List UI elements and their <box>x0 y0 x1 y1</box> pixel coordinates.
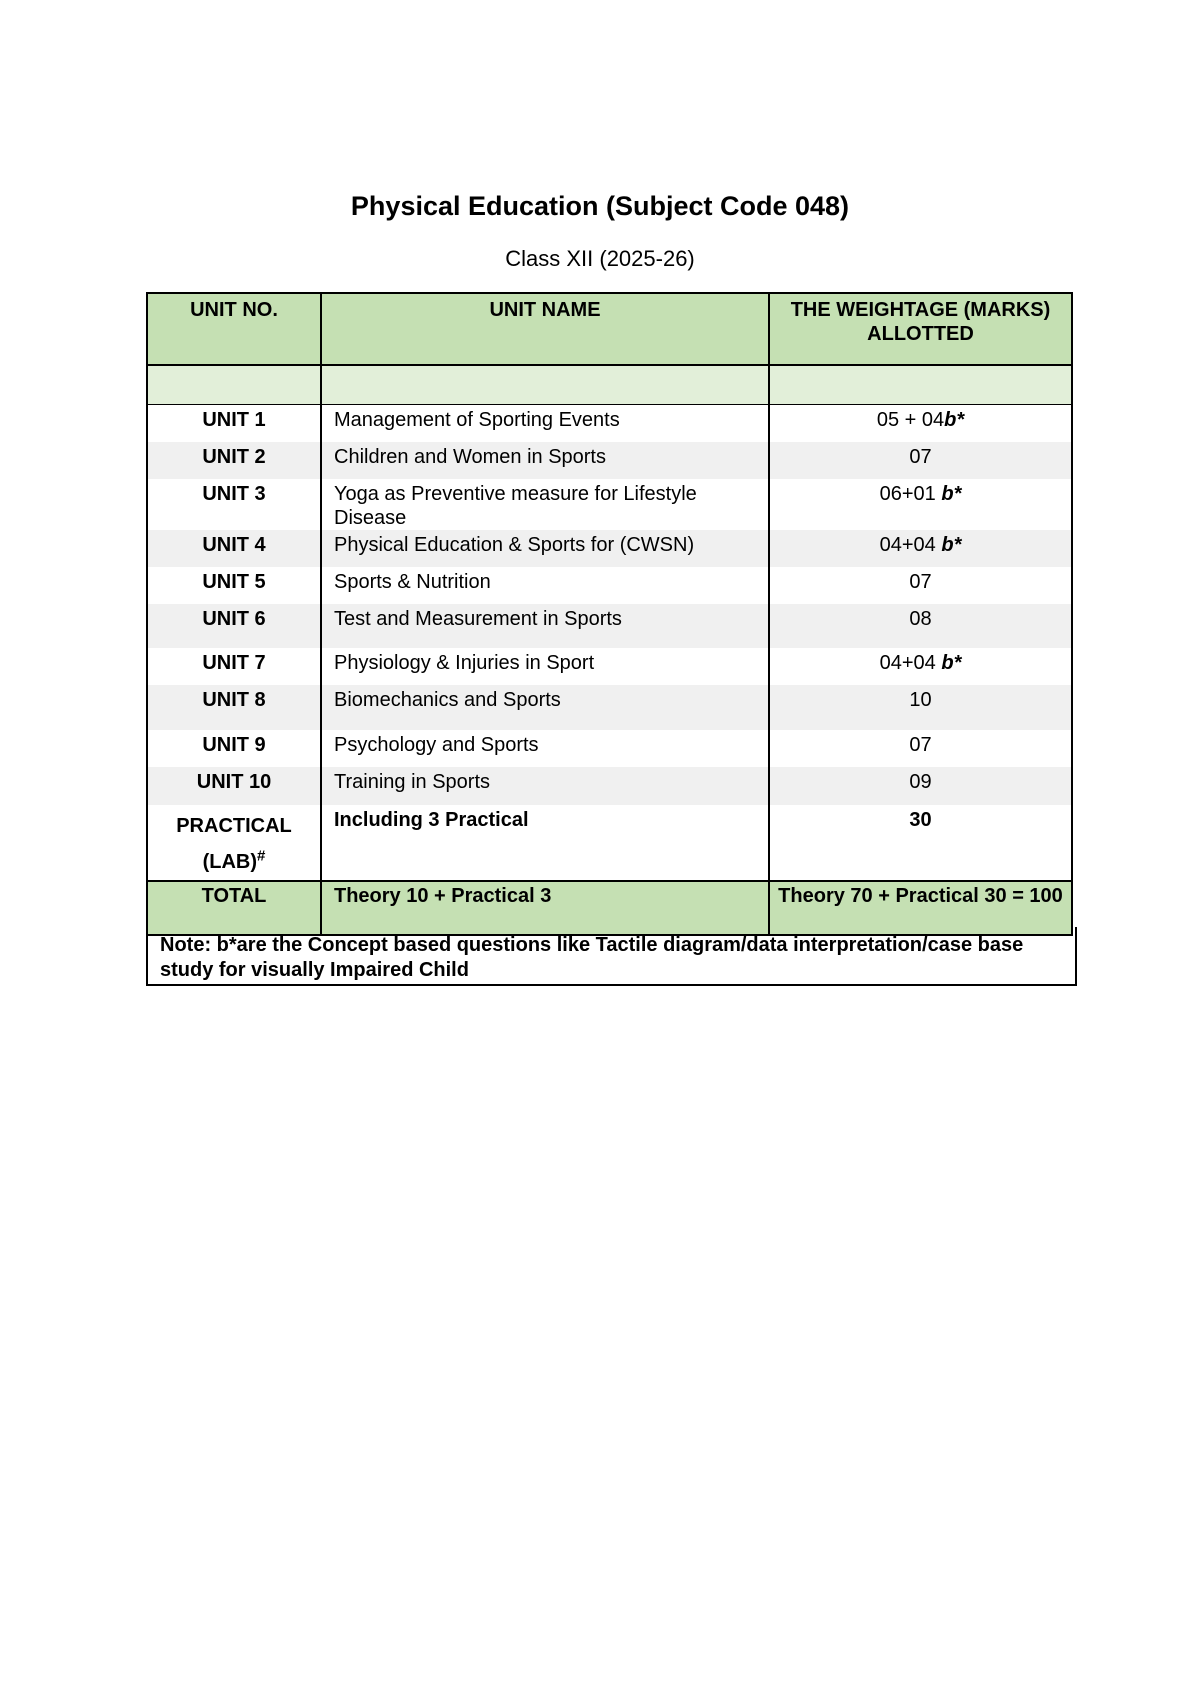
blank-row <box>147 365 1072 405</box>
marks-value: 06+01 <box>879 482 942 505</box>
weightage-table <box>146 292 1073 936</box>
unit-name: Physical Education & Sports for (CWSN) <box>321 530 769 567</box>
unit-number: UNIT 10 <box>147 767 321 805</box>
blank-cell <box>147 365 321 405</box>
table-row <box>147 604 1072 648</box>
unit-name: Physiology & Injuries in Sport <box>321 648 769 685</box>
unit-weightage <box>769 730 1072 767</box>
marks-value: 07 <box>909 445 932 468</box>
unit-number: UNIT 9 <box>147 730 321 767</box>
concept-marker: b* <box>941 651 962 674</box>
total-marks: Theory 70 + Practical 30 = 100 <box>769 881 1072 935</box>
marks-value: 07 <box>909 570 932 593</box>
table-row <box>147 730 1072 767</box>
header-unit-name: UNIT NAME <box>321 293 769 365</box>
table-row <box>147 405 1072 442</box>
class-subtitle: Class XII (2025-26) <box>505 246 695 271</box>
marks-value: 10 <box>909 688 932 711</box>
marks-value: 08 <box>909 607 932 630</box>
unit-number: UNIT 6 <box>147 604 321 648</box>
unit-name: Sports & Nutrition <box>321 567 769 604</box>
blank-cell <box>321 365 769 405</box>
unit-name: Biomechanics and Sports <box>321 685 769 730</box>
unit-name: Management of Sporting Events <box>321 405 769 442</box>
marks-value: 05 + 04 <box>876 409 945 431</box>
unit-number: UNIT 8 <box>147 685 321 730</box>
practical-unit-text: PRACTICAL (LAB) <box>176 814 292 873</box>
table-row <box>147 648 1072 685</box>
header-weightage: THE WEIGHTAGE (MARKS) ALLOTTED <box>769 293 1072 365</box>
practical-marks: 30 <box>769 805 1072 881</box>
unit-weightage <box>769 604 1072 648</box>
unit-weightage <box>769 479 1072 530</box>
footnote: Note: b*are the Concept based questions like Tactile diagram/data interpretation/case base study for visually Impaired Child <box>146 927 1077 986</box>
practical-row <box>147 805 1072 881</box>
unit-number: UNIT 2 <box>147 442 321 479</box>
unit-number: UNIT 7 <box>147 648 321 685</box>
unit-weightage <box>769 530 1072 567</box>
unit-name: Training in Sports <box>321 767 769 805</box>
unit-number: UNIT 1 <box>147 405 321 442</box>
total-label: TOTAL <box>147 881 321 935</box>
header-unit-no: UNIT NO. <box>147 293 321 365</box>
unit-weightage <box>769 648 1072 685</box>
unit-name: Psychology and Sports <box>321 730 769 767</box>
table-row <box>147 767 1072 805</box>
practical-label <box>147 805 321 881</box>
table-row <box>147 479 1072 530</box>
unit-weightage <box>769 767 1072 805</box>
table-row <box>147 530 1072 567</box>
unit-name: Test and Measurement in Sports <box>321 604 769 648</box>
unit-number: UNIT 3 <box>147 479 321 530</box>
marks-value: 09 <box>909 770 932 793</box>
hash-marker: # <box>257 846 266 864</box>
table-row <box>147 685 1072 730</box>
page-title: Physical Education (Subject Code 048) <box>350 191 850 221</box>
unit-weightage <box>769 685 1072 730</box>
table-header-row <box>147 293 1072 365</box>
unit-weightage <box>769 405 1072 442</box>
total-units: Theory 10 + Practical 3 <box>321 881 769 935</box>
marks-value: 04+04 <box>879 533 942 556</box>
table-row <box>147 567 1072 604</box>
unit-number: UNIT 4 <box>147 530 321 567</box>
unit-weightage <box>769 442 1072 479</box>
unit-name: Yoga as Preventive measure for Lifestyle Disease <box>321 479 769 530</box>
unit-number: UNIT 5 <box>147 567 321 604</box>
blank-cell <box>769 365 1072 405</box>
concept-marker: b* <box>941 533 962 556</box>
concept-marker: b* <box>944 409 965 431</box>
unit-weightage <box>769 567 1072 604</box>
practical-name: Including 3 Practical <box>321 805 769 881</box>
table-row <box>147 442 1072 479</box>
concept-marker: b* <box>941 482 962 505</box>
marks-value: 07 <box>909 733 932 756</box>
unit-name: Children and Women in Sports <box>321 442 769 479</box>
marks-value: 04+04 <box>879 651 942 674</box>
